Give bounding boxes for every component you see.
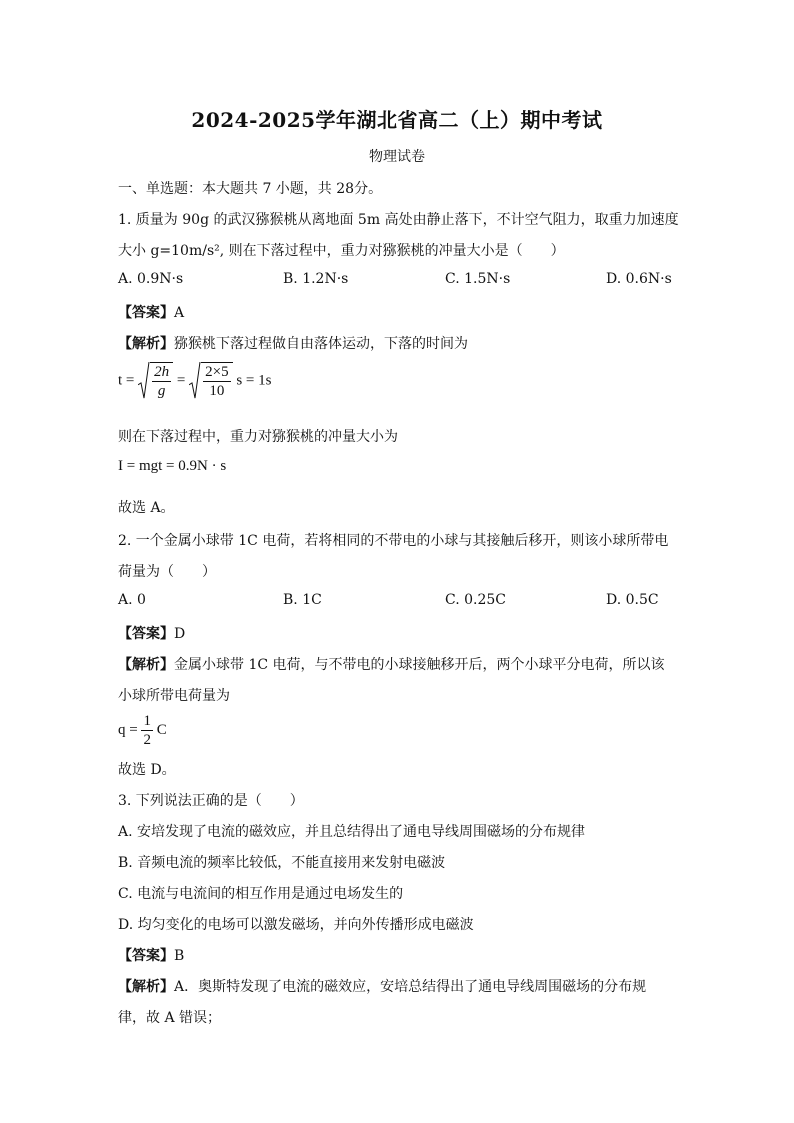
answer-value: D bbox=[174, 626, 186, 642]
formula-lhs: t = bbox=[118, 372, 135, 389]
q2-analysis-line1 bbox=[118, 654, 665, 674]
radical-sign-icon bbox=[189, 362, 201, 400]
answer-value: B bbox=[174, 948, 185, 964]
q1-stem-line2: 大小 g=10m/s², 则在下落过程中，重力对猕猴桃的冲量大小是（ ） bbox=[118, 243, 565, 259]
q1-formula-time bbox=[118, 362, 271, 400]
q1-conclusion: 故选 A。 bbox=[118, 500, 175, 516]
formula-lhs: q = bbox=[118, 722, 138, 738]
q1-answer bbox=[118, 302, 184, 322]
q3-analysis-line1 bbox=[118, 976, 646, 996]
q2-stem-line2: 荷量为（ ） bbox=[118, 564, 216, 580]
q1-text2: 则在下落过程中，重力对猕猴桃的冲量大小为 bbox=[118, 429, 398, 445]
q1-option-d: D. 0.6N·s bbox=[606, 271, 672, 287]
q3-answer bbox=[118, 945, 184, 965]
answer-label: 【答案】 bbox=[118, 305, 174, 321]
analysis-text: 金属小球带 1C 电荷，与不带电的小球接触移开后，两个小球平分电荷，所以该 bbox=[174, 657, 665, 673]
analysis-text: A．奥斯特发现了电流的磁效应，安培总结得出了通电导线周围磁场的分布规 bbox=[174, 979, 647, 995]
q2-analysis-line2: 小球所带电荷量为 bbox=[118, 688, 230, 704]
q3-stem: 3. 下列说法正确的是（ ） bbox=[118, 793, 304, 809]
q2-conclusion: 故选 D。 bbox=[118, 762, 176, 778]
formula-unit: C bbox=[156, 722, 167, 738]
q3-option-b: B. 音频电流的频率比较低，不能直接用来发射电磁波 bbox=[118, 855, 446, 871]
radical-sign-icon bbox=[138, 362, 150, 400]
section-heading: 一、单选题：本大题共 7 小题，共 28分。 bbox=[118, 181, 383, 197]
q2-option-a: A. 0 bbox=[118, 592, 146, 608]
q2-answer bbox=[118, 623, 185, 643]
sqrt-1 bbox=[138, 362, 173, 400]
frac2-den: 10 bbox=[209, 383, 225, 399]
answer-value: A bbox=[174, 305, 185, 321]
q2-option-d: D. 0.5C bbox=[606, 592, 659, 608]
formula-tail: s = 1s bbox=[236, 372, 272, 389]
page-subtitle: 物理试卷 bbox=[369, 149, 425, 165]
q2-stem-line1: 2. 一个金属小球带 1C 电荷，若将相同的不带电的小球与其接触后移开，则该小球所带电 bbox=[118, 533, 669, 549]
q3-option-a: A. 安培发现了电流的磁效应，并且总结得出了通电导线周围磁场的分布规律 bbox=[118, 824, 586, 840]
q2-option-b: B. 1C bbox=[283, 592, 322, 608]
analysis-label: 【解析】 bbox=[118, 657, 174, 673]
q3-analysis-line2: 律，故 A 错误； bbox=[118, 1010, 222, 1026]
analysis-label: 【解析】 bbox=[118, 979, 174, 995]
q2-formula bbox=[118, 712, 167, 749]
q1-option-c: C. 1.5N·s bbox=[445, 271, 511, 287]
frac-den: 2 bbox=[143, 732, 151, 748]
sqrt-2 bbox=[189, 362, 232, 400]
frac2-num: 2×5 bbox=[205, 364, 229, 380]
q1-analysis bbox=[118, 333, 468, 353]
formula-eq: = bbox=[176, 372, 186, 389]
q1-stem-line1: 1. 质量为 90g 的武汉猕猴桃从离地面 5m 高处由静止落下，不计空气阻力，取重力加速度 bbox=[118, 212, 679, 228]
q2-option-c: C. 0.25C bbox=[445, 592, 506, 608]
answer-label: 【答案】 bbox=[118, 626, 174, 642]
frac-num: 1 bbox=[143, 713, 151, 729]
frac1-num: 2h bbox=[154, 364, 170, 380]
page-title: 2024-2025学年湖北省高二（上）期中考试 bbox=[191, 108, 603, 132]
q1-option-a: A. 0.9N·s bbox=[118, 271, 184, 287]
q1-option-b: B. 1.2N·s bbox=[283, 271, 349, 287]
q3-option-d: D. 均匀变化的电场可以激发磁场，并向外传播形成电磁波 bbox=[118, 917, 474, 933]
answer-label: 【答案】 bbox=[118, 948, 174, 964]
frac1-den: g bbox=[157, 383, 166, 399]
q1-formula-impulse: I = mgt = 0.9N · s bbox=[118, 458, 227, 474]
analysis-text: 猕猴桃下落过程做自由落体运动，下落的时间为 bbox=[174, 336, 468, 352]
q3-option-c: C. 电流与电流间的相互作用是通过电场发生的 bbox=[118, 886, 404, 902]
analysis-label: 【解析】 bbox=[118, 336, 174, 352]
